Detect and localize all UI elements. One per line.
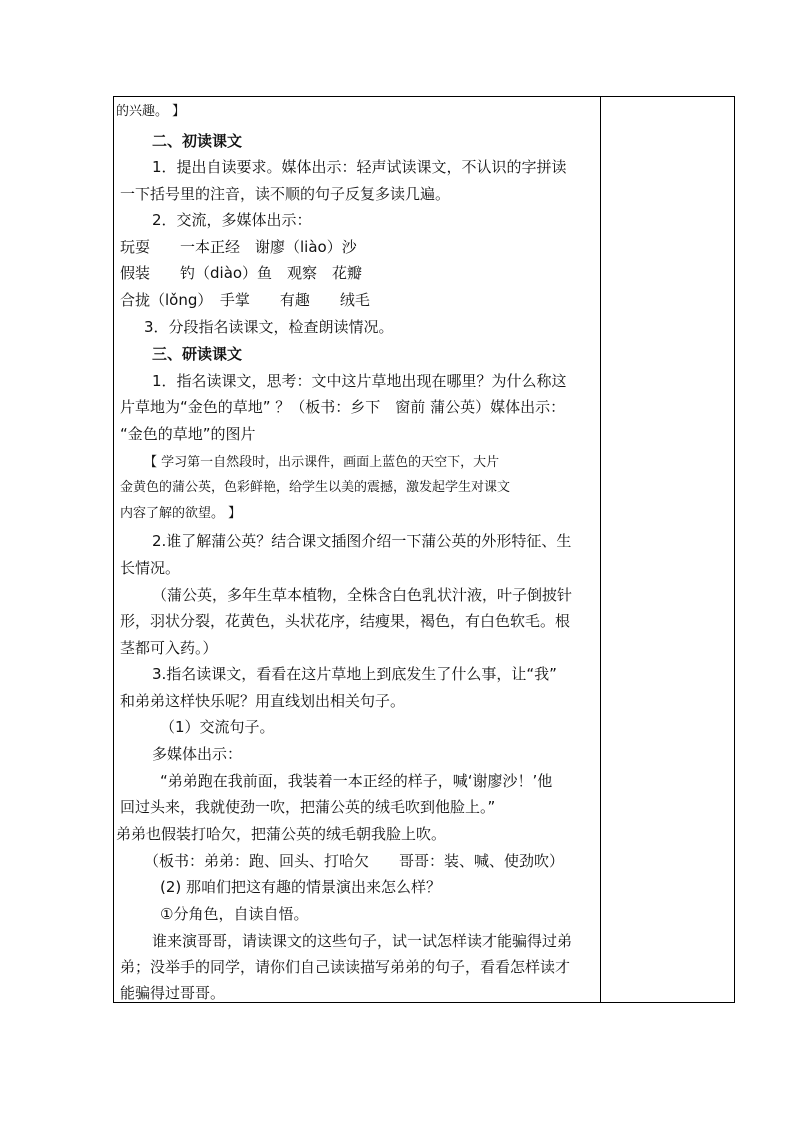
text-line: 茎都可入药。） bbox=[120, 639, 218, 657]
text-line: 谁来演哥哥，请读课文的这些句子，试一试怎样读才能骗得过弟 bbox=[152, 932, 573, 950]
lesson-content-cell bbox=[114, 97, 600, 1002]
text-line: 玩耍 一本正经 谢廖（liào）沙 bbox=[120, 238, 357, 256]
section-heading: 二、初读课文 bbox=[152, 132, 243, 150]
text-line: 2．交流，多媒体出示： bbox=[152, 211, 312, 229]
text-line: 合拢（lǒng） 手掌 有趣 绒毛 bbox=[120, 291, 370, 309]
text-line: 和弟弟这样快乐呢？用直线划出相关句子。 bbox=[120, 692, 406, 710]
notes-cell bbox=[601, 97, 734, 1002]
text-line: 1．提出自读要求。媒体出示：轻声试读课文，不认识的字拼读 bbox=[152, 158, 567, 176]
text-line: 多媒体出示： bbox=[152, 745, 243, 763]
text-line: 回过头来，我就使劲一吹，把蒲公英的绒毛吹到他脸上。” bbox=[120, 798, 496, 816]
text-line: (2) 那咱们把这有趣的情景演出来怎么样？ bbox=[160, 878, 442, 896]
text-line: 内容了解的欲望。 】 bbox=[120, 506, 242, 521]
text-line: 【 学习第一自然段时，出示课件，画面上蓝色的天空下，大片 bbox=[144, 455, 500, 470]
text-line: 弟弟也假装打哈欠，把蒲公英的绒毛朝我脸上吹。 bbox=[116, 825, 447, 843]
text-line: （蒲公英，多年生草本植物，全株含白色乳状汁液，叶子倒披针 bbox=[152, 586, 573, 604]
text-line: 长情况。 bbox=[120, 559, 181, 577]
text-line: 2.谁了解蒲公英？结合课文插图介绍一下蒲公英的外形特征、生 bbox=[152, 532, 572, 550]
text-line: 3.指名读课文，看看在这片草地上到底发生了什么事，让“我” bbox=[152, 665, 557, 683]
text-line: 片草地为“金色的草地” ？（板书：乡下 窗前 蒲公英）媒体出示： bbox=[120, 398, 566, 416]
text-line: 形，羽状分裂，花黄色，头状花序，结瘦果，褐色，有白色软毛。根 bbox=[120, 612, 571, 630]
text-line: 假装 钓（diào）鱼 观察 花瓣 bbox=[120, 264, 363, 282]
text-line: 一下括号里的注音，读不顺的句子反复多读几遍。 bbox=[120, 185, 451, 203]
text-line: 金黄色的蒲公英，色彩鲜艳，给学生以美的震撼，激发起学生对课文 bbox=[120, 480, 511, 495]
text-line: “金色的草地”的图片 bbox=[120, 425, 256, 443]
text-line: 的兴趣。 】 bbox=[116, 104, 186, 119]
section-heading: 三、研读课文 bbox=[152, 345, 243, 363]
text-line: 3．分段指名读课文，检查朗读情况。 bbox=[144, 318, 394, 336]
lesson-plan-table bbox=[113, 96, 735, 1003]
text-line: 1．指名读课文，思考：文中这片草地出现在哪里？为什么称这 bbox=[152, 372, 567, 390]
text-line: 能骗得过哥哥。 bbox=[120, 984, 226, 1002]
text-line: 弟；没举手的同学，请你们自己读读描写弟弟的句子，看看怎样读才 bbox=[120, 958, 571, 976]
text-line: ①分角色，自读自悟。 bbox=[160, 905, 309, 923]
text-line: （1）交流句子。 bbox=[160, 718, 275, 736]
text-line: “弟弟跑在我前面，我装着一本正经的样子，喊‘谢廖沙！’他 bbox=[160, 772, 553, 790]
text-line: （板书：弟弟：跑、回头、打哈欠 哥哥：装、喊、使劲吹） bbox=[144, 852, 565, 870]
